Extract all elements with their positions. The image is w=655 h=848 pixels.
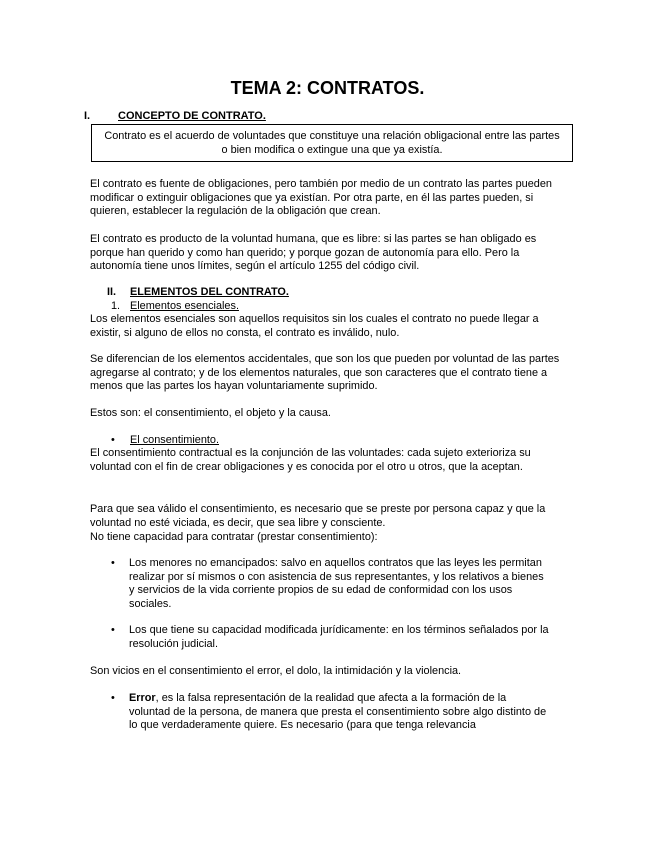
list-item-text [129, 692, 549, 733]
definition-box: Contrato es el acuerdo de voluntades que constituye una relación obligacional entre las partes o bien modifica o extingue una que ya existía. [91, 124, 573, 162]
section-1-label: CONCEPTO DE CONTRATO. [118, 110, 266, 122]
paragraph-consent-vices: Son vicios en el consentimiento el error, el dolo, la intimidación y la violencia. [90, 665, 462, 677]
paragraph-contract-source: El contrato es fuente de obligaciones, pero también por medio de un contrato las partes pueden modificar o extinguir obligaciones que ya existían. Por otra parte, en él las partes pueden, si quieren, establecer la regulación de la obligación que crean. [90, 178, 552, 218]
paragraph-contract-autonomy: El contrato es producto de la voluntad humana, que es libre: si las partes se han obligado es porque han querido y como han querido; y porque gozan de autonomía para ello. Pero la autonomía tiene unos límites, según el artículo 1255 del código civil. [90, 233, 537, 273]
paragraph-consent-definition: El consentimiento contractual es la conjunción de las voluntades: cada sujeto exterioriza su voluntad con el fin de crear obligaciones y es conocida por el otro u otros, que la aceptan. [90, 447, 531, 473]
section-1-number: I. [84, 110, 91, 122]
bullet-icon: • [111, 434, 115, 446]
error-definition: , es la falsa representación de la realidad que afecta a la formación de la voluntad de la persona, de manera que presta el consentimiento sobre algo distinto de lo que verdaderamente quiere. Es necesario (para que tenga relevancia [129, 692, 547, 732]
section-2-heading [107, 286, 289, 300]
subsection-1-heading [111, 300, 239, 314]
paragraph-essential-elements: Los elementos esenciales son aquellos requisitos sin los cuales el contrato no puede llegar a existir, si alguno de ellos no consta, el contrato es inválido, nulo. [90, 313, 539, 339]
subsection-1-label: Elementos esenciales. [130, 300, 239, 312]
consent-heading [111, 434, 219, 448]
paragraph-accidental-elements: Se diferencian de los elementos accidentales, que son los que pueden por voluntad de las partes agregarse al contrato; y de los elementos naturales, que son caracteres que el contrato tiene a menos que las partes los hayan voluntariamente suprimido. [90, 353, 560, 393]
paragraph-elements-list: Estos son: el consentimiento, el objeto y la causa. [90, 407, 331, 419]
paragraph-no-capacity: No tiene capacidad para contratar (prestar consentimiento): [90, 531, 378, 543]
paragraph-consent-validity: Para que sea válido el consentimiento, es necesario que se preste por persona capaz y que la voluntad no esté viciada, es decir, que sea libre y consciente. [90, 503, 546, 529]
consent-heading-label: El consentimiento. [130, 434, 219, 446]
list-item-text: Los menores no emancipados: salvo en aquellos contratos que las leyes les permitan realizar por sí mismos o con asistencia de sus representantes, y los relativos a bienes y servicios de la vida corriente propios de su edad de conformidad con los usos sociales. [129, 557, 544, 610]
list-item-text: Los que tiene su capacidad modificada jurídicamente: en los términos señalados por la resolución judicial. [129, 624, 549, 650]
section-2-number: II. [107, 286, 117, 298]
section-2-label: ELEMENTOS DEL CONTRATO. [130, 286, 289, 298]
bullet-icon: • [111, 624, 115, 636]
error-term: Error [129, 692, 156, 704]
bullet-icon: • [111, 692, 115, 704]
subsection-1-number: 1. [111, 300, 121, 312]
page-title: TEMA 2: CONTRATOS. [230, 78, 425, 98]
bullet-icon: • [111, 557, 115, 569]
section-1-heading [84, 110, 266, 124]
